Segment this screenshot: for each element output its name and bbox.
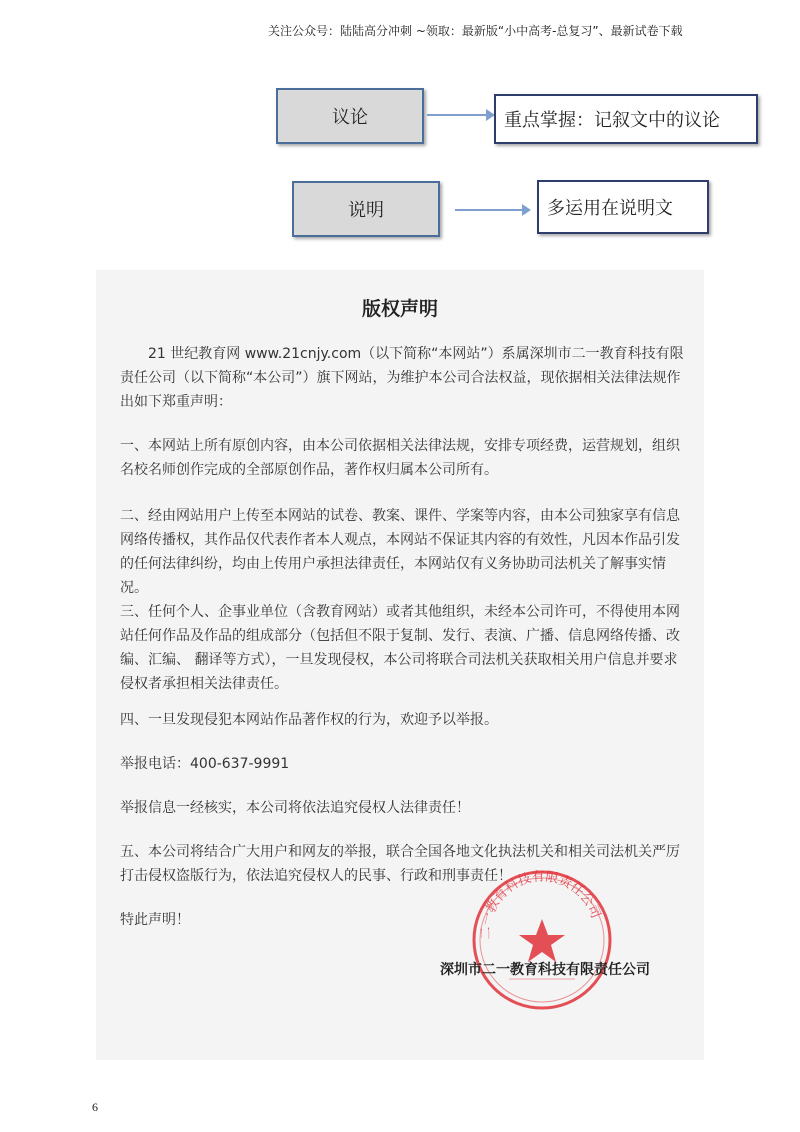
notice-clause-3: 三、任何个人、企事业单位（含教育网站）或者其他组织，未经本公司许可，不得使用本网站任何作品及作品的组成部分（包括但不限于复制、发行、表演、广播、信息网络传播、改编、汇编、 翻译等方式），一旦发现侵权，本公司将联合司法机关获取相关用户信息并要求侵权者承担相关法律责任。 xyxy=(120,604,680,692)
concept-box-discussion: 议论 xyxy=(276,88,424,144)
concept-note-discussion: 重点掌握：记叙文中的议论 xyxy=(494,94,758,144)
concept-box-explanation: 说明 xyxy=(292,181,440,237)
seal-text: 二一教育科技有限责任公司 xyxy=(478,869,603,940)
concept-note-explanation: 多运用在说明文 xyxy=(537,180,709,234)
company-seal-icon xyxy=(469,867,615,1013)
notice-clause-2: 二、经由网站用户上传至本网站的试卷、教案、课件、学案等内容，由本公司独家享有信息网络传播权，其作品仅代表作者本人观点，本网站不保证其内容的有效性，凡因本作品引发的任何法律纠纷，均由上传用户承担法律责任，本网站仅有义务协助司法机关了解事实情况。 xyxy=(120,508,680,596)
arrow-right-icon xyxy=(455,209,529,211)
notice-clause-4: 四、一旦发现侵犯本网站作品著作权的行为，欢迎予以举报。 xyxy=(120,712,498,728)
notice-clause-5: 五、本公司将结合广大用户和网友的举报，联合全国各地文化执法机关和相关司法机关严厉打击侵权盗版行为，依法追究侵权人的民事、行政和刑事责任！ xyxy=(120,844,680,884)
notice-closing: 特此声明！ xyxy=(120,912,190,928)
notice-intro: 21 世纪教育网 www.21cnjy.com（以下简称“本网站”）系属深圳市二一教育科技有限责任公司（以下简称“本公司”）旗下网站，为维护本公司合法权益，现依据相关法律法规作出如下郑重声明： xyxy=(120,346,684,410)
report-phone: 举报电话：400-637-9991 xyxy=(120,756,290,772)
arrow-right-icon xyxy=(427,114,493,116)
copyright-notice xyxy=(96,270,704,1060)
notice-title: 版权声明 xyxy=(361,298,438,320)
page-header: 关注公众号：陆陆高分冲刺 ~领取：最新版“小中高考-总复习”、最新试卷下载 xyxy=(268,24,683,38)
company-signature: 深圳市二一教育科技有限责任公司 xyxy=(440,962,650,978)
report-verification: 举报信息一经核实，本公司将依法追究侵权人法律责任！ xyxy=(120,800,470,816)
page-number: 6 xyxy=(92,1100,98,1114)
notice-clause-1: 一、本网站上所有原创内容，由本公司依据相关法律法规，安排专项经费，运营规划，组织名校名师创作完成的全部原创作品，著作权归属本公司所有。 xyxy=(120,438,680,478)
